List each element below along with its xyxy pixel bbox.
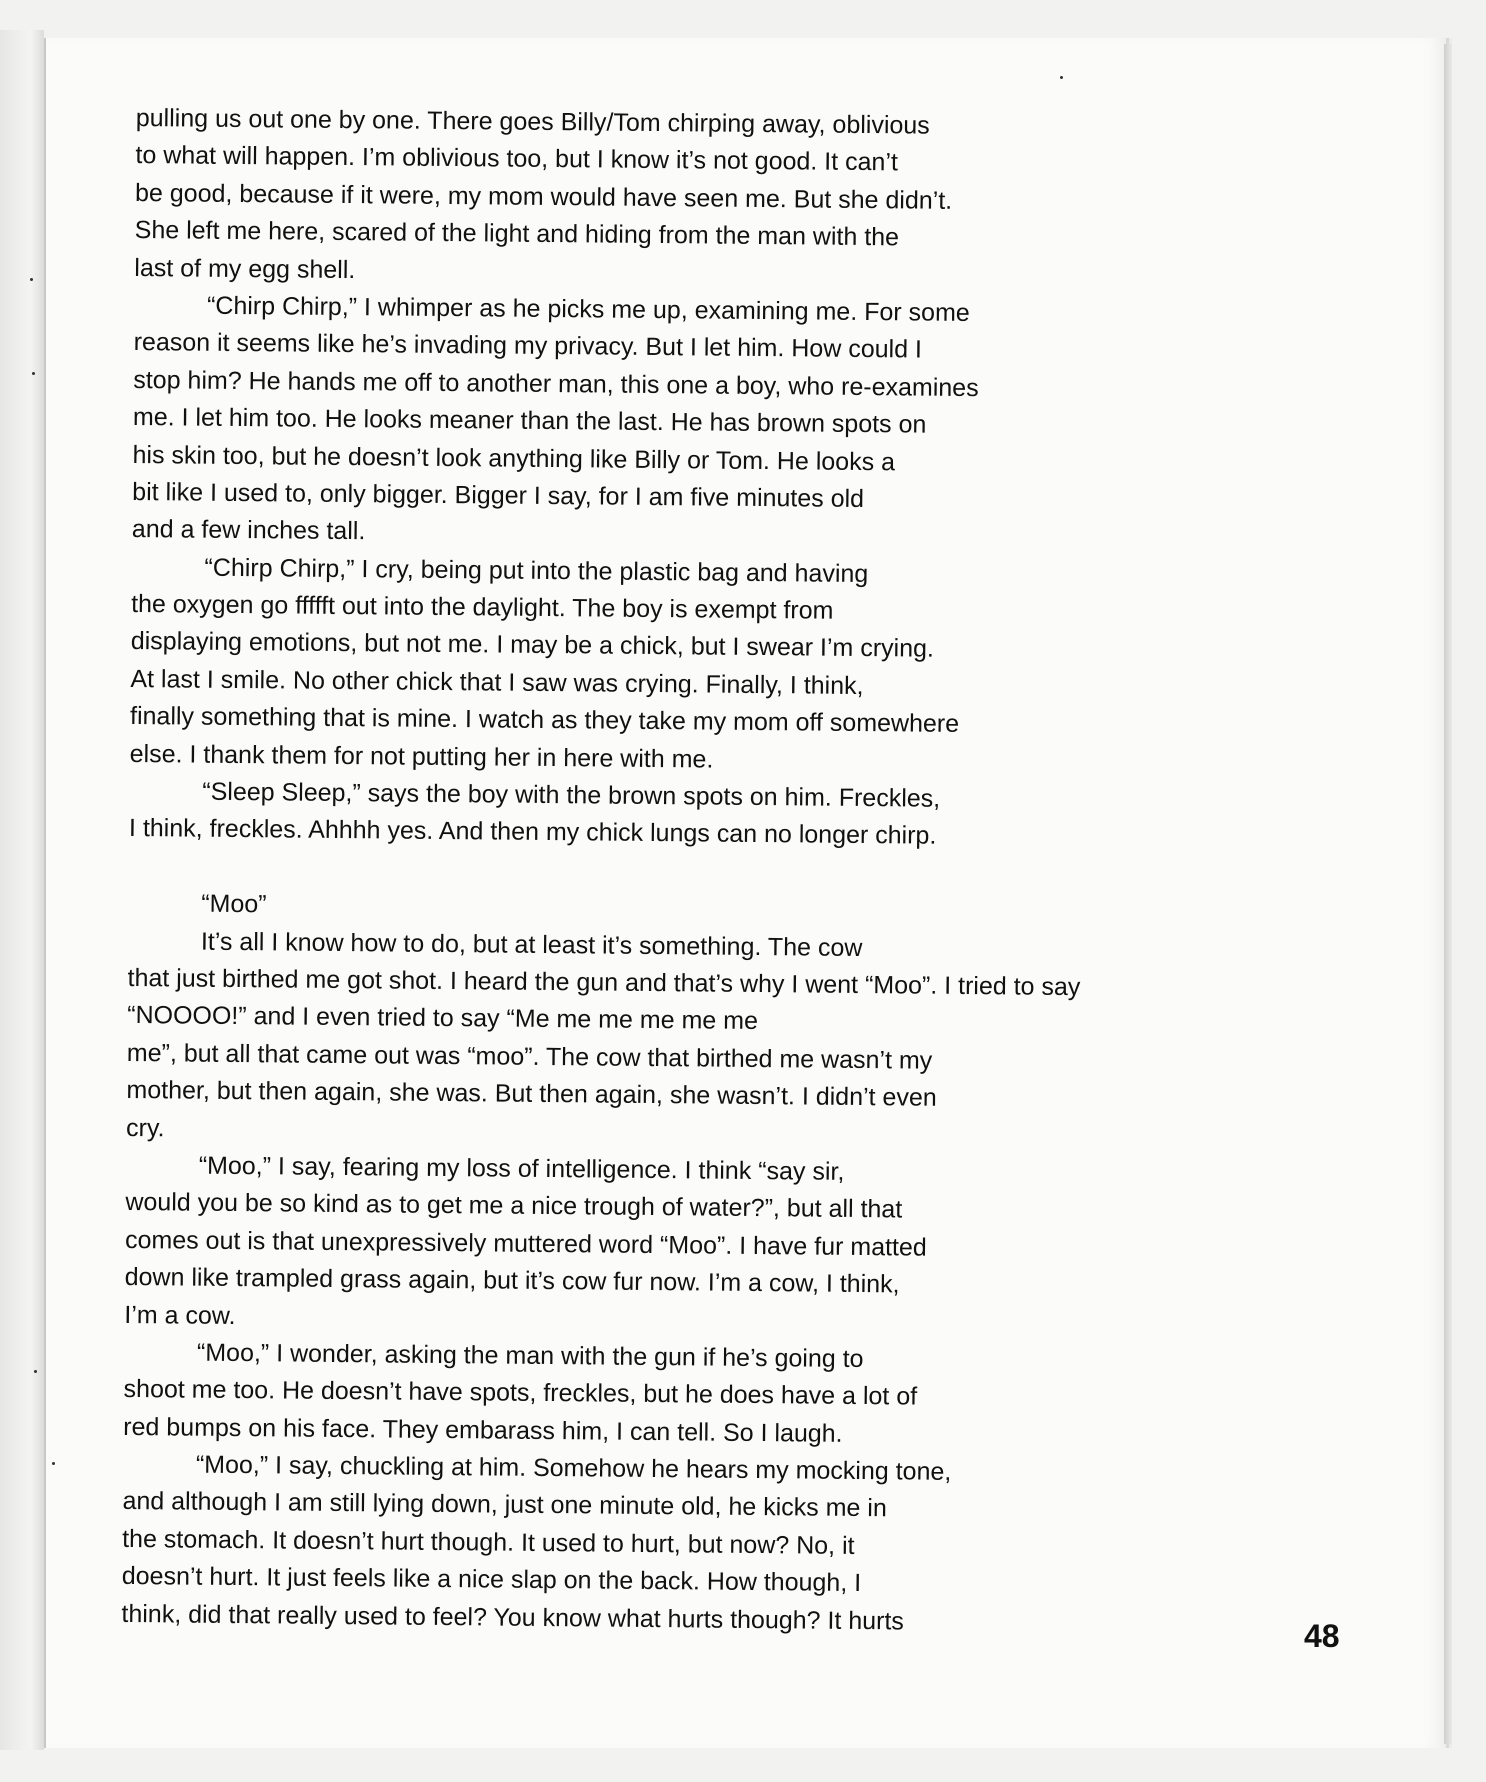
text-line: finally something that is mine. I watch as they take my mom off somewhere bbox=[129, 702, 960, 739]
text-line: “Sleep Sleep,” says the boy with the brown spots on him. Freckles, bbox=[202, 777, 941, 813]
text-line: reason it seems like he’s invading my privacy. But I let him. How could I bbox=[133, 328, 923, 364]
scan-speck bbox=[34, 1370, 37, 1373]
text-line: to what will happen. I’m oblivious too, but I know it’s not good. It can’t bbox=[135, 141, 899, 177]
scan-speck bbox=[52, 1462, 55, 1465]
text-line: I think, freckles. Ahhhh yes. And then my chick lungs can no longer chirp. bbox=[128, 814, 937, 851]
text-line: else. I thank them for not putting her in here with me. bbox=[129, 739, 714, 774]
text-line: “NOOOO!” and I even tried to say “Me me me me me me bbox=[127, 1001, 759, 1036]
text-line: and a few inches tall. bbox=[131, 515, 366, 546]
scan-speck bbox=[32, 372, 35, 375]
text-line: doesn’t hurt. It just feels like a nice slap on the back. How though, I bbox=[121, 1562, 862, 1598]
page-number: 48 bbox=[1304, 1618, 1340, 1654]
scan-speck bbox=[30, 278, 33, 281]
previous-page-edge bbox=[0, 30, 44, 1750]
text-line: the stomach. It doesn’t hurt though. It used to hurt, but now? No, it bbox=[122, 1524, 855, 1560]
text-line: that just birthed me got shot. I heard the gun and that’s why I went “Moo”. I tried to say bbox=[127, 963, 1081, 1002]
text-line: the oxygen go ffffft out into the daylight. The boy is exempt from bbox=[131, 590, 834, 625]
text-line: his skin too, but he doesn’t look anything like Billy or Tom. He looks a bbox=[132, 440, 896, 476]
text-line: stop him? He hands me off to another man, this one a boy, who re-examines bbox=[133, 365, 979, 402]
text-line: “Moo,” I wonder, asking the man with the gun if he’s going to bbox=[196, 1338, 864, 1373]
text-line: mother, but then again, she was. But then again, she wasn’t. I didn’t even bbox=[126, 1076, 937, 1112]
body-text bbox=[121, 100, 1336, 1644]
text-line: “Chirp Chirp,” I cry, being put into the plastic bag and having bbox=[204, 553, 869, 588]
text-line: She left me here, scared of the light and hiding from the man with the bbox=[134, 216, 900, 252]
text-line: “Moo” bbox=[201, 889, 267, 919]
text-line: be good, because if it were, my mom would have seen me. But she didn’t. bbox=[134, 178, 953, 215]
text-line: “Moo,” I say, chuckling at him. Somehow he hears my mocking tone, bbox=[195, 1450, 952, 1486]
text-line: “Moo,” I say, fearing my loss of intelligence. I think “say sir, bbox=[198, 1151, 845, 1186]
text-line: displaying emotions, but not me. I may be a chick, but I swear I’m crying. bbox=[130, 627, 935, 664]
text-line: comes out is that unexpressively muttered word “Moo”. I have fur matted bbox=[124, 1225, 927, 1262]
text-line: last of my egg shell. bbox=[134, 253, 356, 284]
text-line: cry. bbox=[126, 1113, 165, 1142]
text-line: me. I let him too. He looks meaner than the last. He has brown spots on bbox=[132, 403, 927, 439]
text-line: and although I am still lying down, just one minute old, he kicks me in bbox=[122, 1487, 887, 1523]
text-line: bit like I used to, only bigger. Bigger I say, for I am five minutes old bbox=[132, 477, 865, 513]
page-stack-edge bbox=[1444, 44, 1452, 1744]
text-line: shoot me too. He doesn’t have spots, freckles, but he does have a lot of bbox=[123, 1375, 918, 1411]
text-line: think, did that really used to feel? You know what hurts though? It hurts bbox=[121, 1599, 905, 1636]
scan-speck bbox=[1060, 76, 1063, 79]
text-line: me”, but all that came out was “moo”. The cow that birthed me wasn’t my bbox=[126, 1038, 933, 1075]
text-line: “Chirp Chirp,” I whimper as he picks me up, examining me. For some bbox=[206, 291, 970, 327]
text-line: It’s all I know how to do, but at least it’s something. The cow bbox=[200, 927, 863, 962]
text-line: would you be so kind as to get me a nice trough of water?”, but all that bbox=[125, 1188, 903, 1224]
text-line: pulling us out one by one. There goes Billy/Tom chirping away, oblivious bbox=[135, 103, 930, 140]
text-line: red bumps on his face. They embarass him, I can tell. So I laugh. bbox=[123, 1412, 843, 1448]
text-line: down like trampled grass again, but it’s cow fur now. I’m a cow, I think, bbox=[124, 1263, 900, 1299]
text-line: I’m a cow. bbox=[124, 1300, 236, 1330]
text-line: At last I smile. No other chick that I saw was crying. Finally, I think, bbox=[130, 664, 864, 700]
